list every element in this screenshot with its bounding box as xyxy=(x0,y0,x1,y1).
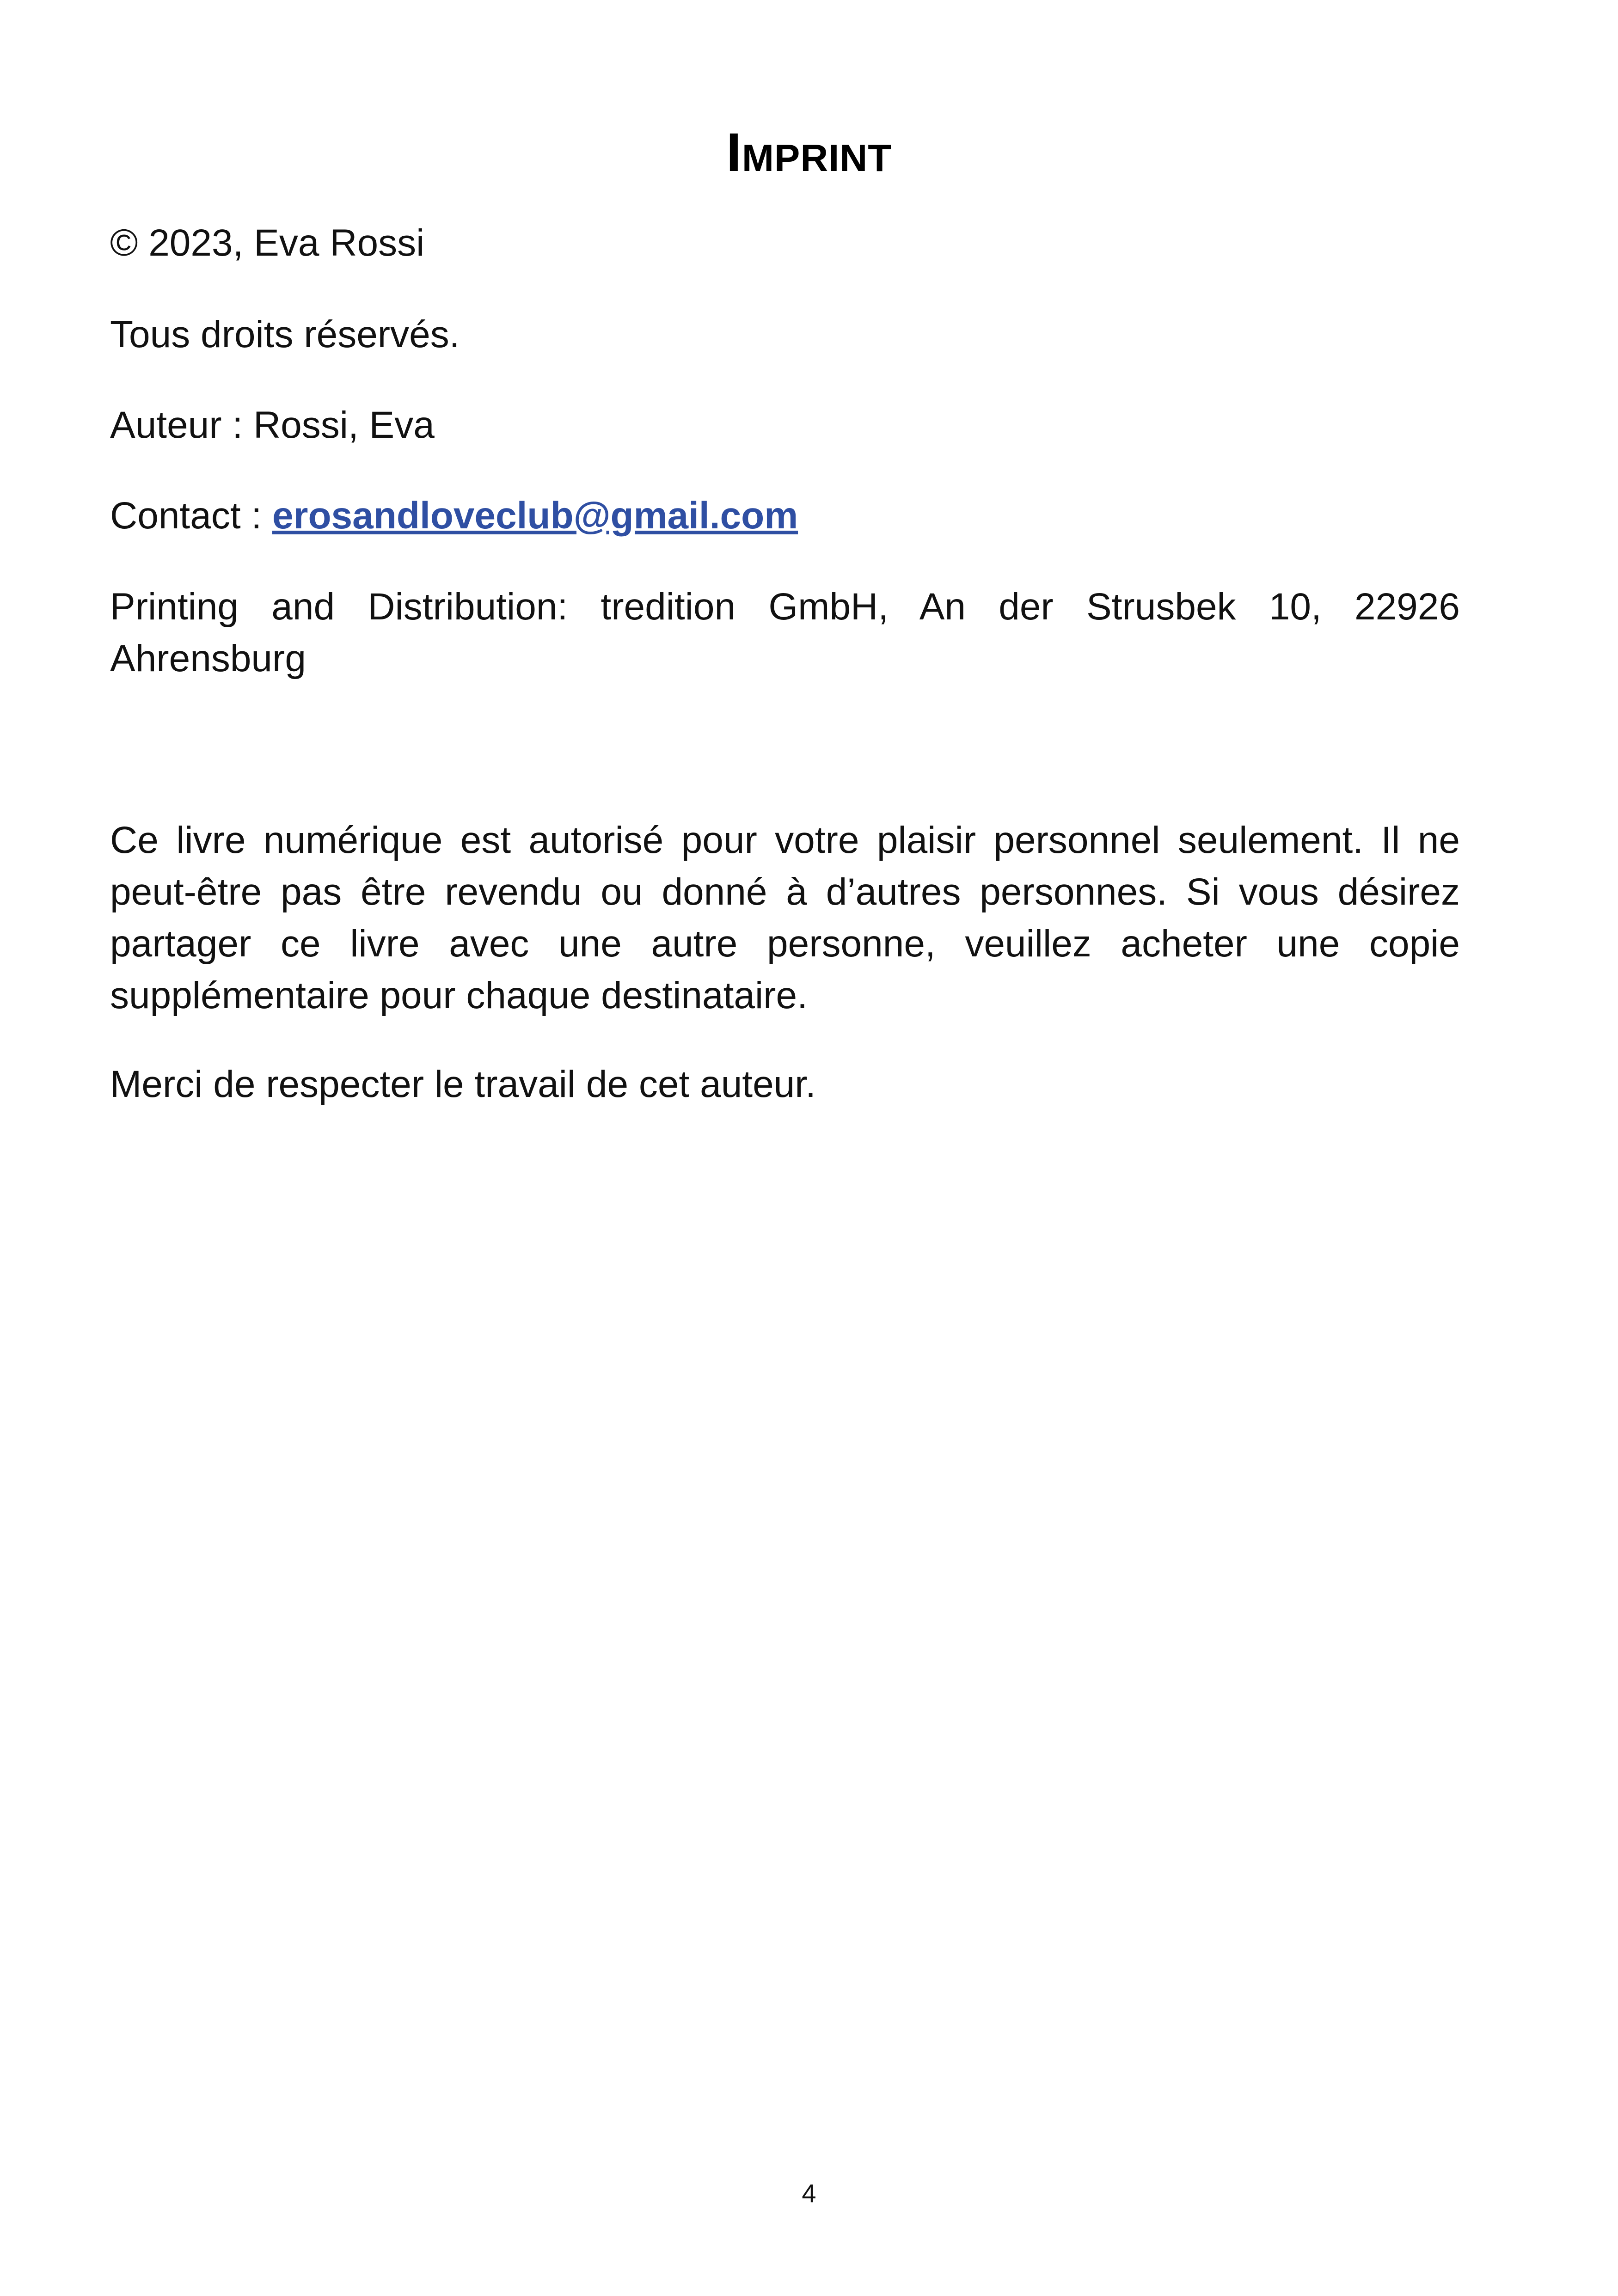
thanks-line: Merci de respecter le travail de cet auteur. xyxy=(110,1063,816,1105)
rights-line: Tous droits réservés. xyxy=(110,313,460,355)
page-title: Imprint xyxy=(726,122,892,183)
contact-label: Contact : xyxy=(110,495,272,537)
printing-distribution-paragraph: Printing and Distribution: tredition GmbH, An der Strusbek 10, 22926 Ahrensburg xyxy=(110,586,1460,680)
author-line: Auteur : Rossi, Eva xyxy=(110,404,435,446)
copyright-line: © 2023, Eva Rossi xyxy=(110,222,425,264)
page-number: 4 xyxy=(802,2179,816,2208)
license-notice-paragraph: Ce livre numérique est autorisé pour votre plaisir personnel seulement. Il ne peut-être pas être revendu ou donné à d’autres personnes. Si vous désirez partager ce livre avec une autre personne, veuillez acheter une copie supplémentaire pour chaque destinataire. xyxy=(110,819,1460,1016)
contact-email-link[interactable]: erosandloveclub@gmail.com xyxy=(272,495,798,537)
contact-line xyxy=(110,490,1460,542)
